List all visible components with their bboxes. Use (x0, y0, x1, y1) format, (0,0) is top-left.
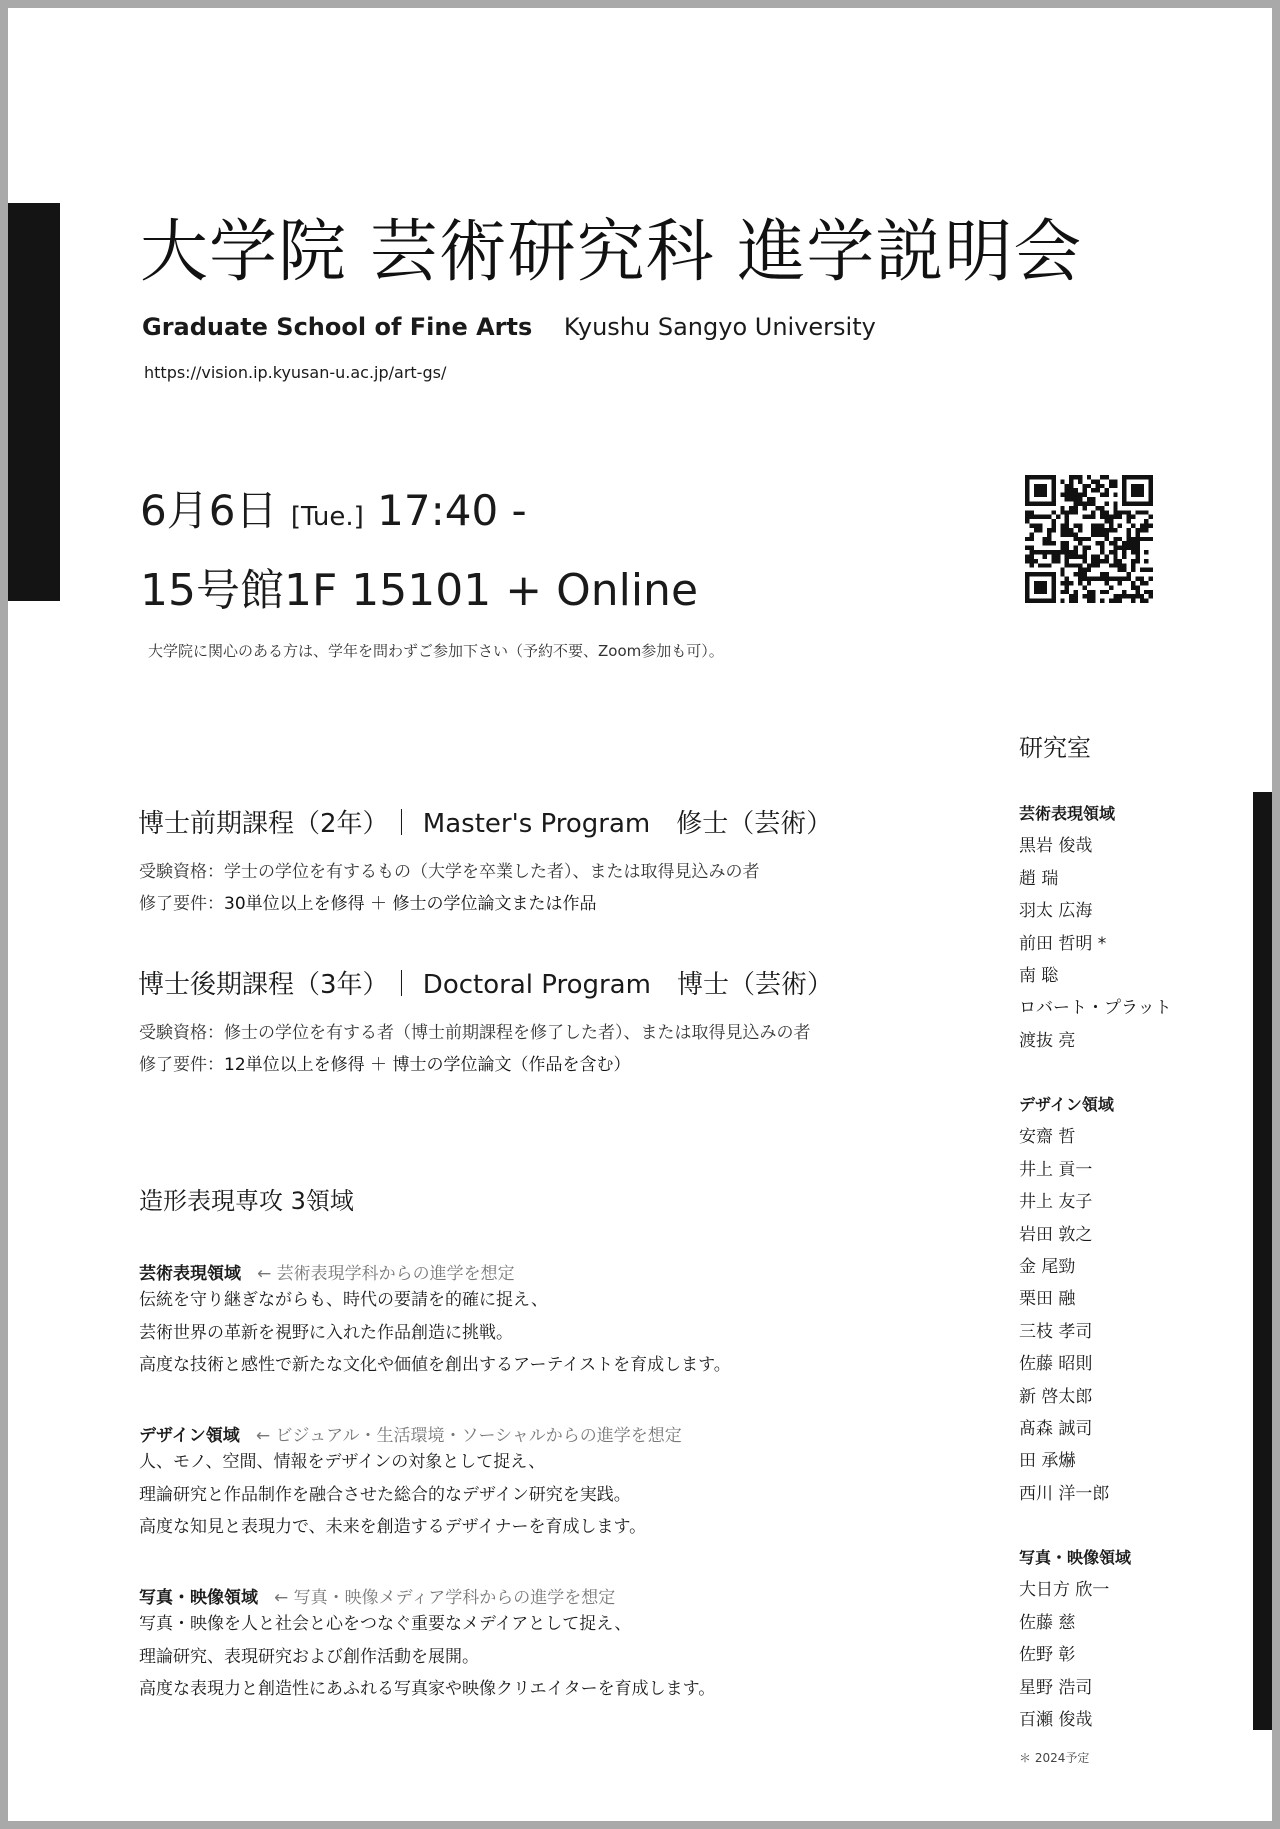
area-heading-design (139, 1421, 682, 1446)
event-datetime (140, 478, 527, 538)
eligibility-text: 学士の学位を有するもの（大学を卒業した者）、または取得見込みの者 (224, 862, 760, 882)
area-desc-line: 芸術世界の革新を視野に入れた作品創造に挑戦。 (139, 1322, 513, 1343)
poster-sheet (8, 8, 1272, 1821)
area-heading-art (139, 1259, 515, 1284)
lab-member: 岩田 敦之 (1019, 1224, 1093, 1245)
eligibility-label: 受験資格： (139, 1023, 224, 1043)
lab-group-design (1019, 1089, 1114, 1510)
lab-member: 佐藤 昭則 (1019, 1354, 1093, 1375)
lab-member: 羽太 広海 (1019, 901, 1093, 922)
event-weekday: [Tue.] (290, 502, 364, 532)
event-date: 6月6日 (140, 486, 278, 535)
right-accent-bar (1253, 792, 1272, 1730)
lab-member: 黒岩 俊哉 (1019, 836, 1093, 857)
area-desc-line: 伝統を守り継ぎながらも、時代の要請を的確に捉え、 (139, 1290, 549, 1310)
lab-member: 井上 友子 (1019, 1192, 1093, 1213)
area-desc-line: 高度な技術と感性で新たな文化や価値を創出するアーテイストを育成します。 (139, 1355, 731, 1375)
area-desc-line: 高度な知見と表現力で、未来を創造するデザイナーを育成します。 (139, 1517, 647, 1537)
school-name-en: Graduate School of Fine Arts (142, 313, 533, 341)
website-url[interactable]: https://vision.ip.kyusan-u.ac.jp/art-gs/ (144, 363, 447, 382)
lab-member: 南 聡 (1019, 966, 1059, 987)
area-heading-photo (139, 1583, 615, 1608)
lab-member: 佐野 彰 (1019, 1645, 1076, 1666)
lab-group-name: 芸術表現領域 (1019, 804, 1116, 823)
subtitle (142, 313, 876, 341)
lab-group-photo (1019, 1542, 1131, 1736)
event-venue: 15号館1F 15101 + Online (140, 565, 699, 616)
area-name: 芸術表現領域 (139, 1264, 241, 1284)
lab-member: 三枝 孝司 (1019, 1321, 1093, 1342)
lab-member: 安齋 哲 (1019, 1127, 1076, 1148)
event-time: 17:40 - (377, 486, 527, 535)
lab-member: 星野 浩司 (1019, 1677, 1093, 1698)
lab-member: 髙森 誠司 (1019, 1419, 1093, 1440)
lab-member: 佐藤 慈 (1019, 1612, 1076, 1633)
labs-footnote: ＊ 2024予定 (1019, 1751, 1090, 1765)
program-requirement-master (139, 889, 596, 914)
area-from: ← 写真・映像メディア学科からの進学を想定 (274, 1588, 616, 1608)
requirement-label: 修了要件： (139, 1055, 224, 1075)
university-name-en: Kyushu Sangyo University (563, 313, 876, 341)
requirement-text: 12単位以上を修得 ＋ 博士の学位論文（作品を含む） (224, 1055, 631, 1075)
area-desc-line: 写真・映像を人と社会と心をつなぐ重要なメデイアとして捉え、 (139, 1614, 632, 1634)
lab-group-name: デザイン領域 (1019, 1095, 1114, 1114)
area-desc-line: 理論研究、表現研究および創作活動を展開。 (139, 1646, 479, 1667)
lab-group-art (1019, 798, 1172, 1057)
left-accent-bar (8, 203, 60, 601)
program-title-doctoral: 博士後期課程（3年）｜ Doctoral Program 博士（芸術） (138, 970, 833, 1000)
area-desc-line: 理論研究と作品制作を融合させた総合的なデザイン研究を実践。 (139, 1484, 631, 1505)
eligibility-text: 修士の学位を有する者（博士前期課程を修了した者）、または取得見込みの者 (224, 1023, 811, 1043)
requirement-label: 修了要件： (139, 894, 224, 914)
lab-member: 前田 哲明 * (1019, 933, 1107, 954)
program-eligibility-doctoral (139, 1018, 811, 1043)
lab-member: 百瀬 俊哉 (1019, 1710, 1093, 1731)
lab-member: ロバート・プラット (1019, 998, 1172, 1019)
lab-member: 栗田 融 (1019, 1289, 1076, 1310)
area-description-art (139, 1284, 731, 1382)
lab-member: 渡抜 亮 (1019, 1030, 1076, 1051)
area-from: ← ビジュアル・生活環境・ソーシャルからの進学を想定 (255, 1426, 682, 1446)
requirement-text: 30単位以上を修得 ＋ 修士の学位論文または作品 (224, 894, 597, 914)
lab-member: 趙 瑞 (1019, 868, 1059, 889)
area-desc-line: 高度な表現力と創造性にあふれる写真家や映像クリエイターを育成します。 (139, 1679, 716, 1699)
area-name: 写真・映像領域 (139, 1588, 258, 1608)
lab-member: 大日方 欣一 (1019, 1580, 1110, 1601)
area-description-design (139, 1446, 646, 1544)
lab-member: 新 啓太郎 (1019, 1386, 1093, 1407)
areas-heading: 造形表現専攻 3領域 (139, 1187, 354, 1215)
labs-heading: 研究室 (1019, 734, 1091, 762)
eligibility-label: 受験資格： (139, 862, 224, 882)
program-title-master: 博士前期課程（2年）｜ Master's Program 修士（芸術） (138, 809, 833, 839)
qr-code-icon[interactable] (1025, 475, 1153, 603)
lab-group-name: 写真・映像領域 (1019, 1548, 1132, 1567)
page-title: 大学院 芸術研究科 進学説明会 (140, 213, 1083, 292)
lab-member: 西川 洋一郎 (1019, 1483, 1110, 1504)
area-desc-line: 人、モノ、空間、情報をデザインの対象として捉え、 (139, 1452, 546, 1472)
program-requirement-doctoral (139, 1050, 630, 1075)
area-name: デザイン領域 (139, 1426, 240, 1446)
event-notice: 大学院に関心のある方は、学年を問わずご参加下さい（予約不要、Zoom参加も可）。 (148, 642, 724, 660)
lab-member: 金 尾勁 (1019, 1257, 1076, 1278)
lab-member: 井上 貢一 (1019, 1159, 1093, 1180)
area-description-photo (139, 1608, 715, 1706)
area-from: ← 芸術表現学科からの進学を想定 (257, 1264, 515, 1284)
lab-member: 田 承爀 (1019, 1451, 1076, 1472)
program-eligibility-master (139, 857, 760, 882)
